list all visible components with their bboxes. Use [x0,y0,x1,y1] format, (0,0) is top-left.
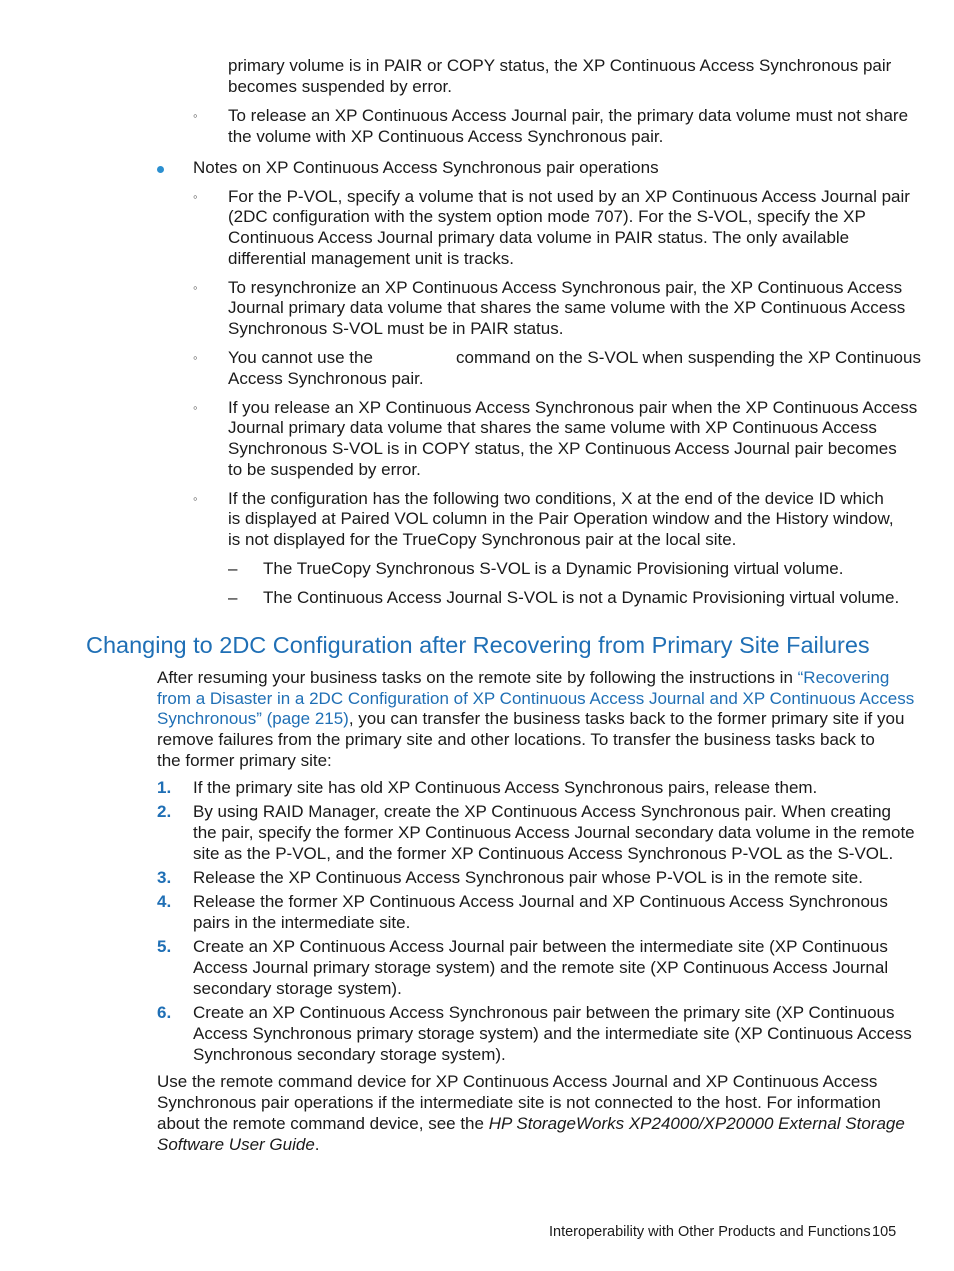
note-5-line-2: is displayed at Paired VOL column in the Pair Operation window and the History window, [228,509,894,528]
note-4-line-3: Synchronous S-VOL is in COPY status, the XP Continuous Access Journal pair becomes [228,439,897,458]
note-1-line-2: (2DC configuration with the system option mode 707). For the S-VOL, specify the XP [228,207,866,226]
step-5-line-3: secondary storage system). [193,979,402,998]
journal-release-line-2: the volume with XP Continuous Access Synchronous pair. [228,127,664,146]
step-number: 4. [157,892,172,911]
dash-icon: – [228,588,238,607]
note-4-line-4: to be suspended by error. [228,460,421,479]
continuation-line-2: becomes suspended by error. [228,77,452,96]
note-3-line-1b: command on the S-VOL when suspending the XP Continuous [456,348,921,367]
closing-line-2: Synchronous pair operations if the intermediate site is not connected to the host. For information [157,1093,881,1112]
recovering-link-continued[interactable]: from a Disaster in a 2DC Configuration of XP Continuous Access Journal and XP Continuous Access [157,689,915,708]
intro-line-3 [157,709,904,730]
bullet-icon [157,166,164,173]
step-5-line-2: Access Journal primary storage system) and the remote site (XP Continuous Access Journal [193,958,889,977]
note-4-line-2: Journal primary data volume that shares the same volume with XP Continuous Access [228,418,877,437]
dash-icon: – [228,559,238,578]
step-number: 3. [157,868,172,887]
intro-line-2 [157,689,914,710]
step-number: 1. [157,778,172,797]
intro-line-4: remove failures from the primary site and other locations. To transfer the business tasks back to [157,730,875,749]
note-1-line-3: Continuous Access Journal primary data volume in PAIR status. The only available [228,228,850,247]
sub-bullet-icon: ◦ [193,280,198,295]
page-number: 105 [872,1224,897,1240]
step-number: 6. [157,1003,172,1022]
continuation-line-1: primary volume is in PAIR or COPY status, the XP Continuous Access Synchronous pair [228,56,892,75]
closing-text: about the remote command device, see the [157,1114,489,1133]
condition-2: The Continuous Access Journal S-VOL is not a Dynamic Provisioning virtual volume. [263,588,900,607]
guide-title-continued: Software User Guide [157,1135,315,1154]
closing-line-3 [157,1114,905,1135]
sub-bullet-icon: ◦ [193,189,198,204]
step-5-line-1: Create an XP Continuous Access Journal pair between the intermediate site (XP Continuous [193,937,888,956]
note-3-line-2: Access Synchronous pair. [228,369,424,388]
sub-bullet-icon: ◦ [193,350,198,365]
step-3-line-1: Release the XP Continuous Access Synchronous pair whose P-VOL is in the remote site. [193,868,863,887]
note-2-line-3: Synchronous S-VOL must be in PAIR status. [228,319,564,338]
intro-line-1 [157,668,889,689]
page-ref-link[interactable]: Synchronous” (page 215) [157,709,349,728]
step-number: 2. [157,802,172,821]
note-1-line-1: For the P-VOL, specify a volume that is not used by an XP Continuous Access Journal pair [228,187,910,206]
step-4-line-2: pairs in the intermediate site. [193,913,411,932]
step-2-line-1: By using RAID Manager, create the XP Continuous Access Synchronous pair. When creating [193,802,892,821]
note-1-line-4: differential management unit is tracks. [228,249,514,268]
journal-release-line-1: To release an XP Continuous Access Journal pair, the primary data volume must not share [228,106,909,125]
sub-bullet-icon: ◦ [193,400,198,415]
sync-notes-label: Notes on XP Continuous Access Synchronous pair operations [193,158,659,177]
step-2-line-2: the pair, specify the former XP Continuous Access Journal secondary data volume in the remote [193,823,915,842]
step-number: 5. [157,937,172,956]
step-2-line-3: site as the P-VOL, and the former XP Continuous Access Synchronous P-VOL as the S-VOL. [193,844,894,863]
section-heading: Changing to 2DC Configuration after Recovering from Primary Site Failures [86,632,870,658]
step-4-line-1: Release the former XP Continuous Access Journal and XP Continuous Access Synchronous [193,892,888,911]
intro-line-5: the former primary site: [157,751,332,770]
closing-line-4 [157,1135,320,1156]
recovering-link[interactable]: “Recovering [797,668,890,687]
step-6-line-3: Synchronous secondary storage system). [193,1045,506,1064]
footer-chapter-title: Interoperability with Other Products and Functions [549,1224,871,1240]
step-6-line-1: Create an XP Continuous Access Synchronous pair between the primary site (XP Continuous [193,1003,895,1022]
closing-line-1: Use the remote command device for XP Continuous Access Journal and XP Continuous Access [157,1072,878,1091]
intro-text: , you can transfer the business tasks back to the former primary site if you [348,709,905,728]
condition-1: The TrueCopy Synchronous S-VOL is a Dynamic Provisioning virtual volume. [263,559,844,578]
step-6-line-2: Access Synchronous primary storage system) and the intermediate site (XP Continuous Access [193,1024,912,1043]
closing-period: . [314,1135,320,1154]
note-2-line-1: To resynchronize an XP Continuous Access Synchronous pair, the XP Continuous Access [228,278,903,297]
note-2-line-2: Journal primary data volume that shares the same volume with the XP Continuous Access [228,298,906,317]
note-5-line-3: is not displayed for the TrueCopy Synchronous pair at the local site. [228,530,737,549]
note-4-line-1: If you release an XP Continuous Access Synchronous pair when the XP Continuous Access [228,398,918,417]
intro-text: After resuming your business tasks on the remote site by following the instructions in [157,668,798,687]
sub-bullet-icon: ◦ [193,491,198,506]
guide-title: HP StorageWorks XP24000/XP20000 External Storage [488,1114,905,1133]
step-1-line-1: If the primary site has old XP Continuous Access Synchronous pairs, release them. [193,778,818,797]
note-5-line-1: If the configuration has the following two conditions, X at the end of the device ID which [228,489,884,508]
sub-bullet-icon: ◦ [193,108,198,123]
note-3-line-1a: You cannot use the [228,348,373,367]
